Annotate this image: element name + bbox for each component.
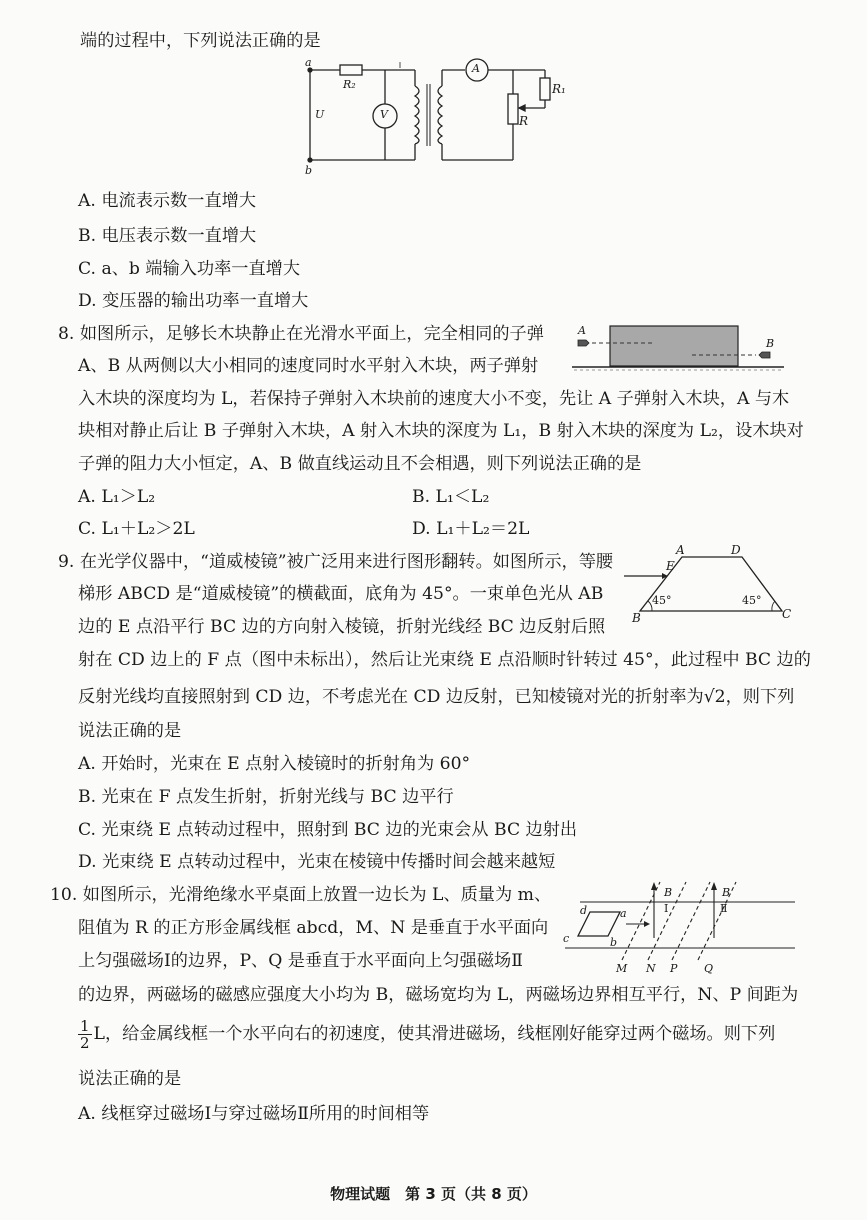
corner-d: d xyxy=(580,904,588,917)
angle-b: 45° xyxy=(652,594,672,607)
q10-line-5: L，给金属线框一个水平向右的初速度，使其滑进磁场，线框刚好能穿过两个磁场。则下列 xyxy=(93,1024,776,1044)
q9-line-1: 9. 在光学仪器中，“道威棱镜”被广泛用来进行图形翻转。如图所示，等腰 xyxy=(58,552,614,572)
region-ii-label: Ⅱ xyxy=(720,902,728,915)
boundary-q: Q xyxy=(704,962,714,975)
q9-line-2: 梯形 ABCD 是“道威棱镜”的横截面，底角为 45°。一束单色光从 AB xyxy=(78,584,604,604)
page-footer: 物理试题 第 3 页（共 8 页） xyxy=(330,1185,537,1203)
boundary-m: M xyxy=(616,962,628,975)
fraction-denominator: 2 xyxy=(80,1034,90,1052)
q8-line-3: 入木块的深度均为 L，若保持子弹射入木块前的速度大小不变，先让 A 子弹射入木块，A 与木 xyxy=(78,389,790,409)
q7-option-d: D. 变压器的输出功率一直增大 xyxy=(78,291,309,311)
q10-line-2: 阻值为 R 的正方形金属线框 abcd，M、N 是垂直于水平面向 xyxy=(78,918,549,938)
q9-line-6: 说法正确的是 xyxy=(78,721,182,741)
voltmeter-label: V xyxy=(380,108,388,121)
q10-line-4: 的边界，两磁场的磁感应强度大小均为 B，磁场宽均为 L，两磁场边界相互平行，N、P 间距为 xyxy=(78,985,799,1005)
q8-line-2: A、B 从两侧以大小相同的速度同时水平射入木块，两子弹射 xyxy=(78,356,539,376)
q8-block-figure xyxy=(572,318,787,373)
angle-c: 45° xyxy=(742,594,762,607)
corner-a: a xyxy=(620,907,627,920)
point-e: E xyxy=(666,559,675,573)
q7-circuit-figure xyxy=(295,56,575,181)
q8-line-4: 块相对静止后让 B 子弹射入木块，A 射入木块的深度为 L₁，B 射入木块的深度为 L₂，设木块对 xyxy=(78,421,804,441)
vertex-d: D xyxy=(731,543,741,557)
q10-line-1: 10. 如图所示，光滑绝缘水平桌面上放置一边长为 L、质量为 m、 xyxy=(50,885,552,905)
label-r2: R₂ xyxy=(343,78,356,91)
label-b: b xyxy=(305,164,313,177)
label-r: R xyxy=(519,114,529,128)
corner-c: c xyxy=(563,932,570,945)
vertex-c: C xyxy=(782,607,792,621)
q10-line-5-wrap xyxy=(78,1018,775,1051)
vertex-b: B xyxy=(632,611,641,625)
fraction-numerator: 1 xyxy=(80,1017,90,1035)
q8-option-c: C. L₁＋L₂＞2L xyxy=(78,519,195,539)
boundary-n: N xyxy=(646,962,656,975)
q9-line-5: 反射光线均直接照射到 CD 边，不考虑光在 CD 边反射，已知棱镜对光的折射率为√2，则下列 xyxy=(78,687,795,707)
q9-line-3: 边的 E 点沿平行 BC 边的方向射入棱镜，折射光线经 BC 边反射后照 xyxy=(78,617,606,637)
q7-option-c: C. a、b 端输入功率一直增大 xyxy=(78,259,301,279)
bullet-b-label: B xyxy=(766,337,775,350)
corner-b: b xyxy=(610,936,618,949)
q8-option-b: B. L₁＜L₂ xyxy=(412,487,490,507)
q8-line-5: 子弹的阻力大小恒定，A、B 做直线运动且不会相遇，则下列说法正确的是 xyxy=(78,454,642,474)
fraction-one-half xyxy=(78,1018,92,1051)
q9-line-4: 射在 CD 边上的 F 点（图中未标出），然后让光束绕 E 点沿顺时针转过 45°，此过程中 BC 边的 xyxy=(78,650,811,670)
q8-option-a: A. L₁＞L₂ xyxy=(78,487,156,507)
q9-option-d: D. 光束绕 E 点转动过程中，光束在棱镜中传播时间会越来越短 xyxy=(78,852,556,872)
q10-option-a: A. 线框穿过磁场Ⅰ与穿过磁场Ⅱ所用的时间相等 xyxy=(78,1104,430,1124)
label-r1: R₁ xyxy=(552,82,566,96)
field-b1-label: B xyxy=(664,886,673,899)
bullet-a-label: A xyxy=(578,324,586,337)
label-a: a xyxy=(305,56,312,69)
q9-option-a: A. 开始时，光束在 E 点射入棱镜时的折射角为 60° xyxy=(78,754,471,774)
q9-option-b: B. 光束在 F 点发生折射，折射光线与 BC 边平行 xyxy=(78,787,454,807)
q8-option-d: D. L₁＋L₂＝2L xyxy=(412,519,530,539)
q10-magnetic-field-figure xyxy=(560,880,800,975)
q10-line-6: 说法正确的是 xyxy=(78,1069,182,1089)
q7-option-b: B. 电压表示数一直增大 xyxy=(78,226,257,246)
q7-option-a: A. 电流表示数一直增大 xyxy=(78,191,257,211)
q7-continuation: 端的过程中，下列说法正确的是 xyxy=(80,31,321,51)
boundary-p: P xyxy=(670,962,678,975)
q9-option-c: C. 光束绕 E 点转动过程中，照射到 BC 边的光束会从 BC 边射出 xyxy=(78,820,578,840)
q9-prism-figure xyxy=(622,545,797,630)
field-b2-label: B xyxy=(722,886,731,899)
vertex-a: A xyxy=(676,543,685,557)
q8-line-1: 8. 如图所示，足够长木块静止在光滑水平面上，完全相同的子弹 xyxy=(58,324,544,344)
ammeter-label: A xyxy=(472,62,480,75)
region-i-label: Ⅰ xyxy=(664,902,669,915)
q10-line-3: 上匀强磁场Ⅰ的边界，P、Q 是垂直于水平面向上匀强磁场Ⅱ xyxy=(78,951,523,971)
label-u: U xyxy=(315,108,325,121)
